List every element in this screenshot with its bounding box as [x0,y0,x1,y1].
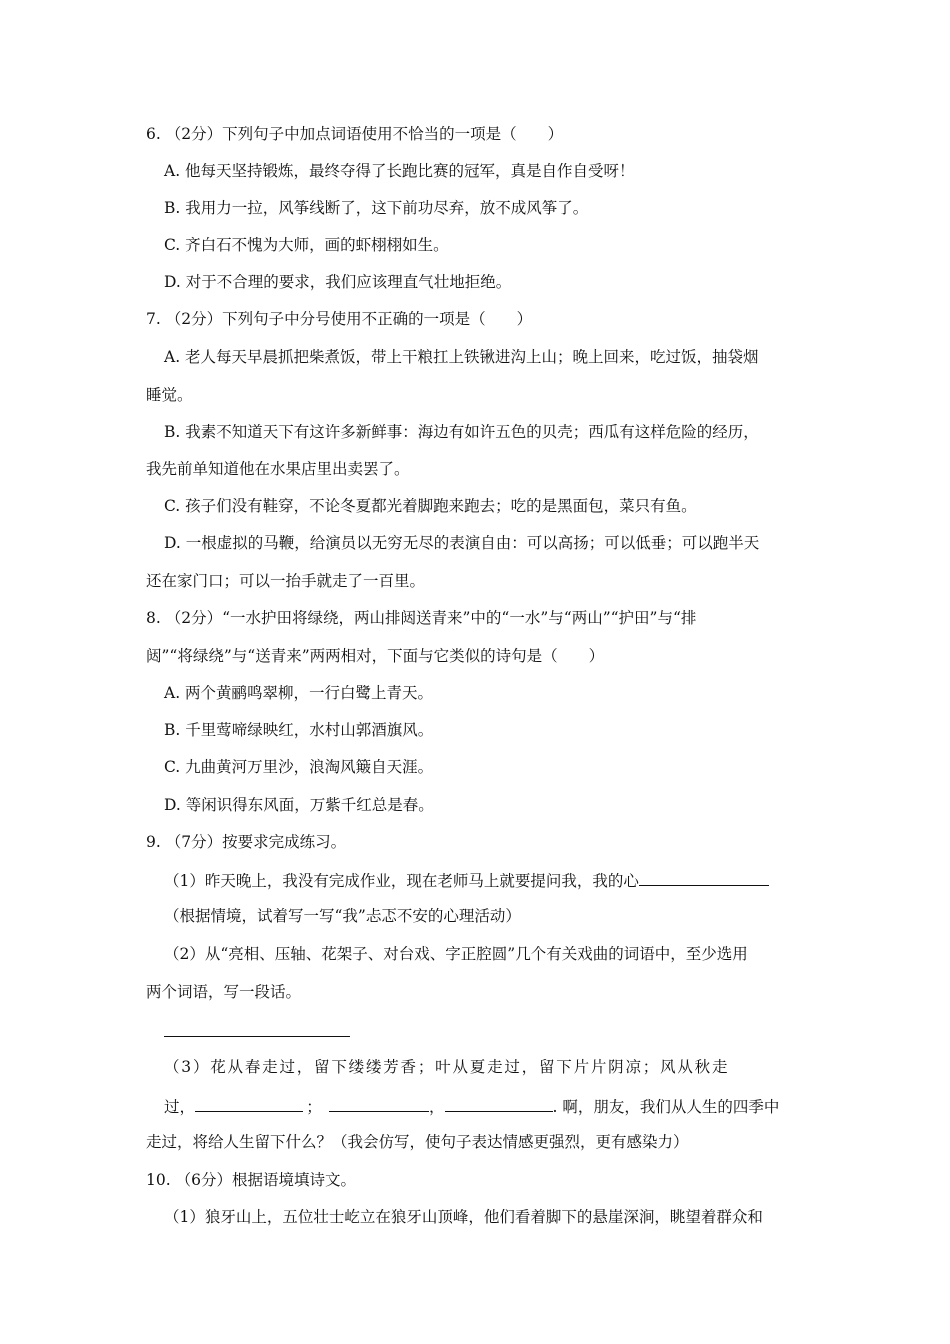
q8-option-b: B. 千里莺啼绿映红，水村山郭酒旗风。 [164,721,434,739]
q9-part3-separator-2: ， [429,1098,445,1116]
q6-option-b: B. 我用力一拉，风筝线断了，这下前功尽弃，放不成风筝了。 [164,199,589,217]
q7-option-d-line1: D. 一根虚拟的马鞭，给演员以无穷无尽的表演自由：可以高扬；可以低垂；可以跑半天 [164,534,760,552]
q8-stem-line1: 8. （2分）“一水护田将绿绕，两山排闼送青来”中的“一水”与“两山”“护田”与“排 [146,609,697,627]
q6-option-d: D. 对于不合理的要求，我们应该理直气壮地拒绝。 [164,273,512,291]
q10-part1: （1）狼牙山上，五位壮士屹立在狼牙山顶峰，他们看着脚下的悬崖深涧，眺望着群众和 [164,1208,763,1226]
q9-stem: 9. （7分）按要求完成练习。 [146,833,347,851]
q6-stem: 6. （2分）下列句子中加点词语使用不恰当的一项是（ ） [146,125,564,143]
q8-option-d: D. 等闲识得东风面，万紫千红总是春。 [164,796,434,814]
q6-option-c: C. 齐白石不愧为大师，画的虾栩栩如生。 [164,236,449,254]
q9-part3-line1: （3）花从春走过，留下缕缕芳香；叶从夏走过，留下片片阴凉；风从秋走 [164,1058,730,1076]
q7-option-a-line2: 睡觉。 [146,386,193,404]
q10-stem: 10. （6分）根据语境填诗文。 [146,1171,356,1189]
q9-part3-blank-2[interactable] [329,1095,429,1112]
q9-part3-prefix: 过， [164,1098,196,1116]
q7-option-d-line2: 还在家门口；可以一抬手就走了一百里。 [146,572,426,590]
q9-part3-line2 [164,1095,779,1117]
q7-option-a-line1: A. 老人每天早晨抓把柴煮饭，带上干粮扛上铁锹进沟上山；晚上回来，吃过饭，抽袋烟 [164,348,759,366]
q9-part2-line1: （2）从“亮相、压轴、花架子、对台戏、字正腔圆”几个有关戏曲的词语中，至少选用 [164,945,748,963]
q9-part2-line2: 两个词语，写一段话。 [146,983,302,1001]
q7-option-c: C. 孩子们没有鞋穿，不论冬夏都光着脚跑来跑去；吃的是黑面包，菜只有鱼。 [164,497,697,515]
q9-part1-hint: （根据情境，试着写一写“我”忐忑不安的心理活动） [164,907,521,925]
q9-part3-blank-3[interactable] [445,1095,553,1112]
q9-part1-blank[interactable] [639,869,769,886]
q9-part3-blank-1[interactable] [195,1095,303,1112]
q7-option-b-line2: 我先前单知道他在水果店里出卖罢了。 [146,460,410,478]
q9-part1-text: （1）昨天晚上，我没有完成作业，现在老师马上就要提问我，我的心 [164,872,639,890]
q9-part1 [164,869,769,891]
q7-stem: 7. （2分）下列句子中分号使用不正确的一项是（ ） [146,310,533,328]
q9-part3-line3: 走过，将给人生留下什么？（我会仿写，使句子表达情感更强烈，更有感染力） [146,1133,689,1151]
q7-option-b-line1: B. 我素不知道天下有这许多新鲜事：海边有如许五色的贝壳；西瓜有这样危险的经历， [164,423,759,441]
q9-part3-suffix: . 啊，朋友，我们从人生的四季中 [552,1098,780,1116]
q8-option-c: C. 九曲黄河万里沙，浪淘风簸自天涯。 [164,758,434,776]
q9-part2-answer-line[interactable] [164,1036,350,1037]
q6-option-a: A. 他每天坚持锻炼，最终夺得了长跑比赛的冠军，真是自作自受呀！ [164,162,635,180]
q8-option-a: A. 两个黄鹂鸣翠柳，一行白鹭上青天。 [164,684,434,702]
q8-stem-line2: 闼”“将绿绕”与“送青来”两两相对，下面与它类似的诗句是（ ） [146,647,605,665]
q9-part3-separator-1: ； [306,1098,322,1116]
